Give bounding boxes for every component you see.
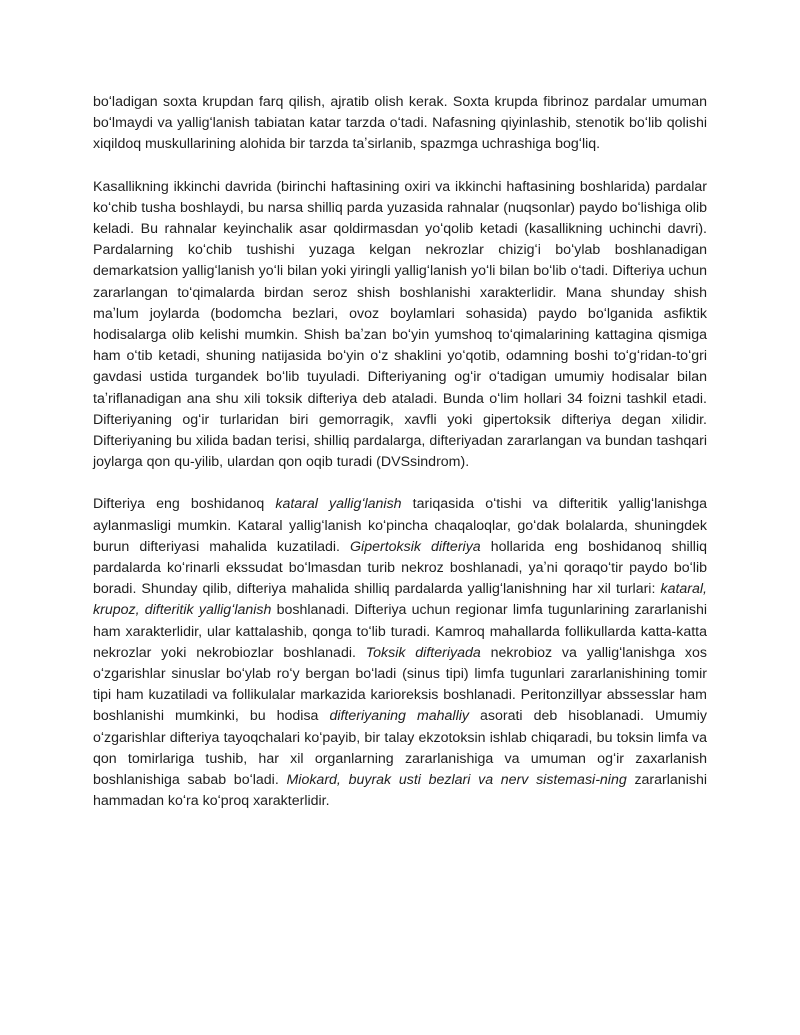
italic-term: kataral yalligʻlanish — [275, 496, 402, 513]
text-run: zararlanishi hammadan koʻra koʻproq xarakterlidir. — [93, 772, 707, 810]
text-run: tariqasida oʻtishi va difteritik yalligʻlanishga aylanmasligi mumkin. Kataral yalligʻlanish koʻpincha chaqaloqlar, goʻdak bolalarda, shuningdek burun difteriyasi mahalida kuzatiladi. — [93, 496, 708, 555]
italic-term: kataral, krupoz, difteritik yalligʻlanish — [93, 581, 707, 619]
text-run: asorati deb hisoblanadi. Umumiy oʻzgarishlar difteriya tayoqchalari koʻpayib, bir talay ekzotoksin ishlab chiqaradi, bu toksin limfa va qon tomirlariga tushib, har xil organlarning zararlanishiga va umuman ogʻir zaxarlanish boshlanishiga sabab boʻladi. — [93, 708, 707, 789]
paragraph-1 — [93, 92, 707, 156]
document-body — [93, 92, 707, 834]
text-run: Kasallikning ikkinchi davrida (birinchi haftasining oxiri va ikkinchi haftasining boshlarida) pardalar koʻchib tusha boshlaydi, bu narsa shilliq parda yuzasida rahnalar (nuqsonlar) paydo boʻlishiga olib keladi. Bu rahnalar keyinchalik asar qoldirmasdan yoʻqolib ketadi (kasallikning uchinchi davri). Pardalarning koʻchib tushishi yuzaga kelgan nekrozlar chizigʻi boʻylab boshlanadigan demarkatsion yalligʻlanish yoʻli bilan yoki yiringli yalligʻlanish yoʻli bilan boʻlib oʻtadi. Difteriya uchun zararlangan toʻqimalarda birdan seroz shish boshlanishi xarakterlidir. Mana shunday shish maʼlum joylarda (bodomcha bezlari, ovoz boylamlari sohasida) paydo boʻlganida asfiktik hodisalarga olib kelishi mumkin. Shish baʼzan boʻyin yumshoq toʻqimalarining kattagina qismiga ham oʻtib ketadi, shuning natijasida boʻyin oʻz shaklini yoʻqotib, odamning boshi toʻgʻridan-toʻgri gavdasi ustida turgandek boʻlib tuyuladi. Difteriyaning ogʻir oʻtadigan umumiy hodisalar bilan taʼriflanadigan ana shu xili toksik difteriya deb ataladi. Bunda oʻlim hollari 34 foizni tashkil etadi. Difteriyaning ogʻir turlaridan biri gemorragik, xavfli yoki gipertoksik difteriya degan xilidir. Difteriyaning bu xilida badan terisi, shilliq pardalarga, difteriyadan zararlangan va bundan tashqari joylarga qon qu-yilib, ulardan qon oqib turadi (DVSsindrom). — [93, 178, 707, 471]
italic-term: Miokard, buyrak usti bezlari va nerv sistemasi-ning — [286, 772, 627, 789]
paragraph-3 — [93, 494, 707, 812]
text-run: hollarida eng boshidanoq shilliq pardalarda koʻrinarli ekssudat boʻlmasdan turib nekroz boshlanadi, yaʼni qoraqoʻtir paydo boʻlib boradi. Shunday qilib, difteriya mahalida shilliq pardalarda yalligʻlanishning har xil turlari: — [93, 538, 707, 598]
italic-term: Gipertoksik difteriya — [350, 538, 481, 555]
text-run: nekrobioz va yalligʻlanishga xos oʻzgarishlar sinuslar boʻylab roʻy bergan boʻladi (sinus tipi) limfa tugunlari zararlanishining tomir tipi ham kuzatiladi va follikulalar markazida karioreksis boshlanadi. Peritonzillyar abssesslar ham boshlanishi mumkinki, bu hodisa — [93, 644, 707, 725]
italic-term: difteriyaning mahalliy — [329, 708, 469, 725]
text-run: boshlanadi. Difteriya uchun regionar limfa tugunlarining zararlanishi ham xarakterlidir, ular kattalashib, qonga toʻlib turadi. Kamroq mahallarda follikullarda katta-katta nekrozlar yoki nekrobiozlar boshlanadi. — [93, 602, 708, 661]
text-run: Difteriya eng boshidanoq — [93, 496, 276, 513]
paragraph-2 — [93, 177, 707, 474]
italic-term: Toksik difteriyada — [365, 644, 481, 661]
text-run: boʻladigan soxta krupdan farq qilish, ajratib olish kerak. Soxta krupda fibrinoz pardalar umuman boʻlmaydi va yalligʻlanish tabiatan katar tarzda oʻtadi. Nafasning qiyinlashib, stenotik boʻlib qolishi xiqildoq muskullarining alohida bir tarzda taʼsirlanib, spazmga uchrashiga bogʻliq. — [93, 94, 707, 153]
